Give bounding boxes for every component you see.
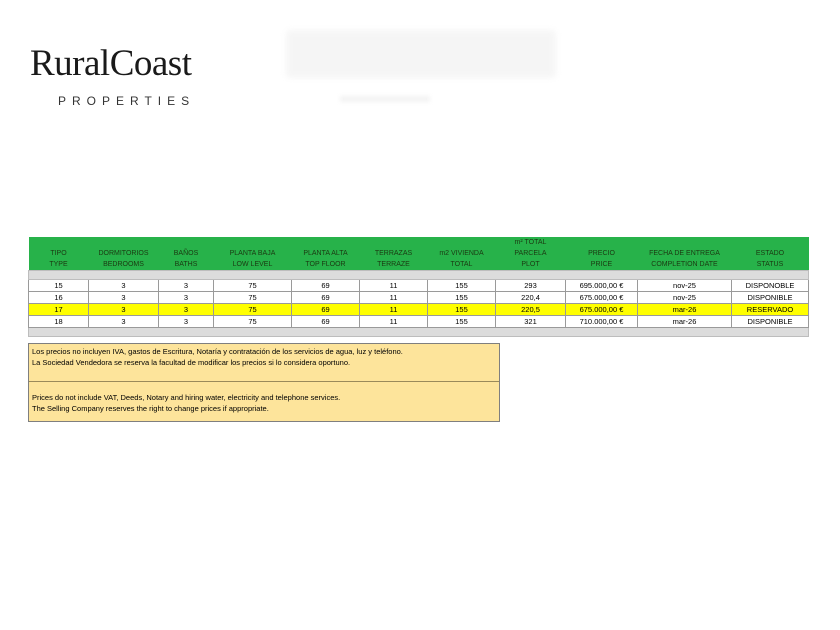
table-cell: 15 (29, 280, 89, 292)
header-cell: PLANTA BAJA (214, 248, 292, 259)
header-cell: STATUS (732, 259, 809, 271)
logo-name: RuralCoast (30, 43, 192, 84)
price-notes (28, 343, 500, 422)
table-cell: 11 (360, 292, 428, 304)
table-cell: 75 (214, 280, 292, 292)
table-cell: 155 (428, 304, 496, 316)
price-table (28, 237, 809, 337)
table-header-row (29, 259, 809, 271)
table-cell: 75 (214, 292, 292, 304)
table-cell: 11 (360, 304, 428, 316)
note-text: Prices do not include VAT, Deeds, Notary and hiring water, electricity and telephone services. (32, 393, 341, 402)
table-cell: 17 (29, 304, 89, 316)
table-cell: 293 (496, 280, 566, 292)
header-cell: m² TOTAL (496, 237, 566, 248)
table-cell: mar-26 (638, 304, 732, 316)
header-cell: TIPO (29, 248, 89, 259)
header-cell: PARCELA (496, 248, 566, 259)
table-cell: 321 (496, 316, 566, 328)
header-cell: TERRAZAS (360, 248, 428, 259)
table-cell: 11 (360, 316, 428, 328)
brand-logo (30, 44, 195, 108)
table-cell: 155 (428, 292, 496, 304)
table-cell: 3 (159, 280, 214, 292)
header-cell: DORMITORIOS (89, 248, 159, 259)
table-cell: 3 (89, 316, 159, 328)
table-cell: 3 (159, 292, 214, 304)
table-cell: 710.000,00 € (566, 316, 638, 328)
table-cell: RESERVADO (732, 304, 809, 316)
faded-watermark (286, 30, 556, 78)
table-cell: 11 (360, 280, 428, 292)
header-cell: BEDROOMS (89, 259, 159, 271)
table-cell: 69 (292, 292, 360, 304)
table-cell: 3 (159, 316, 214, 328)
note-text: La Sociedad Vendedora se reserva la facultad de modificar los precios si lo considera oportuno. (32, 358, 351, 367)
table-cell: 155 (428, 280, 496, 292)
table-cell: 3 (89, 280, 159, 292)
header-cell: PRECIO (566, 248, 638, 259)
header-cell: TERRAZE (360, 259, 428, 271)
table-cell: DISPONIBLE (732, 316, 809, 328)
header-cell (428, 237, 496, 248)
table-cell: DISPONIBLE (732, 292, 809, 304)
table-cell: 155 (428, 316, 496, 328)
table-cell: 695.000,00 € (566, 280, 638, 292)
header-cell (566, 237, 638, 248)
notes-english (29, 382, 499, 421)
header-cell (214, 237, 292, 248)
table-cell: 75 (214, 304, 292, 316)
table-cell: nov-25 (638, 280, 732, 292)
header-cell: TOTAL (428, 259, 496, 271)
table-row (29, 292, 809, 304)
table-cell: mar-26 (638, 316, 732, 328)
table-cell: 69 (292, 316, 360, 328)
header-cell: TOP FLOOR (292, 259, 360, 271)
table-header-row (29, 248, 809, 259)
notes-spanish (29, 344, 499, 382)
header-cell (29, 237, 89, 248)
faded-watermark-line (340, 96, 430, 102)
table-cell: 220,4 (496, 292, 566, 304)
table-cell: 3 (89, 304, 159, 316)
header-cell: m2 VIVIENDA (428, 248, 496, 259)
header-cell: PRICE (566, 259, 638, 271)
header-cell: BATHS (159, 259, 214, 271)
header-cell (732, 237, 809, 248)
header-cell: LOW LEVEL (214, 259, 292, 271)
table-cell: 220,5 (496, 304, 566, 316)
table-cell: 675.000,00 € (566, 304, 638, 316)
table-cell: 3 (159, 304, 214, 316)
logo-tagline: PROPERTIES (58, 94, 196, 108)
note-text: Los precios no incluyen IVA, gastos de Escritura, Notaría y contratación de los servicios de agua, luz y teléfono. (32, 347, 403, 356)
header-cell (292, 237, 360, 248)
table-cell: 675.000,00 € (566, 292, 638, 304)
table-row (29, 316, 809, 328)
table-cell: nov-25 (638, 292, 732, 304)
header-cell: FECHA DE ENTREGA (638, 248, 732, 259)
table-cell: 18 (29, 316, 89, 328)
table-row (29, 304, 809, 316)
header-cell: PLANTA ALTA (292, 248, 360, 259)
header-cell: COMPLETION DATE (638, 259, 732, 271)
table-cell: 75 (214, 316, 292, 328)
header-cell: PLOT (496, 259, 566, 271)
table-cell: DISPONOBLE (732, 280, 809, 292)
table-header-row (29, 237, 809, 248)
table-spacer (29, 271, 809, 280)
table-cell: 16 (29, 292, 89, 304)
table-row (29, 280, 809, 292)
table-cell: 3 (89, 292, 159, 304)
header-cell (159, 237, 214, 248)
table-cell: 69 (292, 304, 360, 316)
header-cell (638, 237, 732, 248)
table-cell: 69 (292, 280, 360, 292)
table-spacer (29, 328, 809, 337)
header-cell: TYPE (29, 259, 89, 271)
header-cell: ESTADO (732, 248, 809, 259)
note-text: The Selling Company reserves the right to change prices if appropriate. (32, 404, 269, 413)
header-cell (89, 237, 159, 248)
header-cell (360, 237, 428, 248)
header-cell: BAÑOS (159, 248, 214, 259)
